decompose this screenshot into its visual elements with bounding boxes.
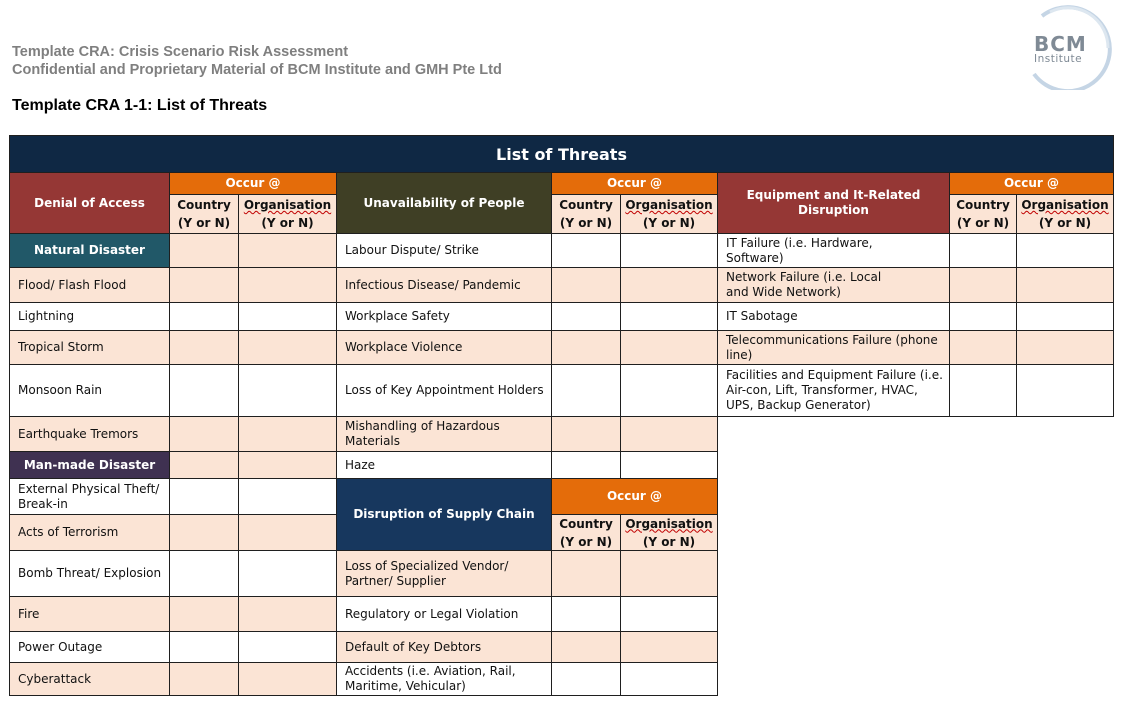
threat-equipment-1-country-cell	[949, 267, 1017, 303]
threat-natural-3	[9, 364, 170, 417]
threat-equipment-3-label: Telecommunications Failure (phone line)	[726, 332, 938, 362]
threat-natural-2-organisation-cell	[238, 330, 337, 365]
threat-people-2-label: Workplace Safety	[345, 309, 450, 323]
threat-manmade-3-country-cell	[169, 596, 239, 632]
org-header-col1	[238, 194, 337, 234]
man-made-disaster-header	[9, 451, 170, 479]
country-header-col2-title: Country	[559, 198, 613, 212]
threat-manmade-2-country-cell	[169, 550, 239, 597]
threat-manmade-1-country-cell	[169, 514, 239, 551]
disruption-of-supply-chain-header-label: Disruption of Supply Chain	[353, 507, 535, 521]
equipment-it-disruption-header	[717, 172, 950, 234]
threat-people-0-country-cell	[551, 233, 621, 268]
threat-people-1-label: Infectious Disease/ Pandemic	[345, 277, 521, 292]
threat-manmade-4-country-cell	[169, 631, 239, 663]
threat-people-6-country-cell	[551, 451, 621, 479]
org-header-col1-yn: (Y or N)	[261, 216, 314, 230]
threat-supply-1-country-cell	[551, 596, 621, 632]
threat-natural-0-country-cell	[169, 267, 239, 303]
threat-manmade-5	[9, 662, 170, 696]
threat-people-1-organisation-cell	[620, 267, 718, 303]
threat-people-2	[336, 302, 552, 331]
threat-natural-4-country-cell	[169, 416, 239, 452]
org-header-col2	[620, 194, 718, 234]
threat-manmade-4-organisation-cell	[238, 631, 337, 663]
threat-supply-1	[336, 596, 552, 632]
threat-people-0-organisation-cell	[620, 233, 718, 268]
threat-people-1-country-cell	[551, 267, 621, 303]
org-header-col3-title: Organisation	[1021, 198, 1109, 212]
threat-manmade-5-country-cell	[169, 662, 239, 696]
threat-natural-2	[9, 330, 170, 365]
threat-natural-1-organisation-cell	[238, 302, 337, 331]
occur-header-col2-label: Occur @	[606, 176, 663, 190]
threat-supply-3-organisation-cell	[620, 662, 718, 696]
occur-header-col1-label: Occur @	[225, 176, 281, 190]
threat-people-0-label: Labour Dispute/ Strike	[345, 243, 479, 257]
threat-equipment-0-organisation-cell	[1016, 233, 1114, 268]
occur-header-col3-label: Occur @	[1003, 176, 1060, 190]
threat-people-6-label: Haze	[345, 457, 376, 472]
threat-manmade-4	[9, 631, 170, 663]
threat-manmade-2-organisation-cell	[238, 550, 337, 597]
threat-supply-1-organisation-cell	[620, 596, 718, 632]
page-title: Template CRA 1-1: List of Threats	[12, 97, 268, 114]
table-title	[9, 135, 1114, 173]
threat-supply-2-country-cell	[551, 631, 621, 663]
threat-natural-0	[9, 267, 170, 303]
occur-header-col2	[551, 172, 718, 195]
threat-equipment-2	[717, 302, 950, 331]
threat-people-3-organisation-cell	[620, 330, 718, 365]
org-header-supply	[620, 514, 718, 551]
country-header-col3	[949, 194, 1017, 234]
denial-of-access-header	[9, 172, 170, 234]
threat-natural-4	[9, 416, 170, 452]
threat-people-5	[336, 416, 552, 452]
threat-natural-3-label: Monsoon Rain	[18, 383, 103, 397]
threat-people-3-country-cell	[551, 330, 621, 365]
threat-manmade-0	[9, 478, 170, 515]
org-header-col1-title: Organisation	[243, 198, 332, 212]
threat-equipment-2-label: IT Sabotage	[726, 309, 798, 323]
equipment-it-disruption-header-label: Equipment and It-Related Disruption	[746, 188, 921, 217]
country-header-col1-title: Country	[177, 198, 231, 212]
country-header-col3-title: Country	[956, 198, 1010, 212]
threat-equipment-4-country-cell	[949, 364, 1017, 417]
country-header-supply-yn: (Y or N)	[559, 534, 613, 549]
manmade-header-country-cell	[169, 451, 239, 479]
org-header-supply-title: Organisation	[625, 516, 713, 531]
threat-natural-3-country-cell	[169, 364, 239, 417]
threat-equipment-4-label: Facilities and Equipment Failure (i.e. Air-con, Lift, Transformer, HVAC, UPS, Backup Generator)	[726, 368, 943, 412]
threat-natural-2-label: Tropical Storm	[18, 340, 104, 354]
threat-natural-1	[9, 302, 170, 331]
threat-equipment-4	[717, 364, 950, 417]
threat-manmade-3-label: Fire	[18, 606, 40, 621]
threat-natural-0-organisation-cell	[238, 267, 337, 303]
table-title-label: List of Threats	[496, 144, 627, 164]
threat-people-5-label: Mishandling of Hazardous Materials	[345, 419, 500, 448]
threat-supply-0-organisation-cell	[620, 550, 718, 597]
threat-equipment-3-country-cell	[949, 330, 1017, 365]
country-header-col3-yn: (Y or N)	[956, 216, 1010, 230]
threat-equipment-1-organisation-cell	[1016, 267, 1114, 303]
threat-supply-3-country-cell	[551, 662, 621, 696]
occur-header-supply-label: Occur @	[606, 489, 663, 503]
threat-manmade-1-label: Acts of Terrorism	[18, 525, 119, 539]
threat-equipment-1	[717, 267, 950, 303]
threat-people-6-organisation-cell	[620, 451, 718, 479]
threat-people-4-country-cell	[551, 364, 621, 417]
threat-people-4-organisation-cell	[620, 364, 718, 417]
document-header-line1: Template CRA: Crisis Scenario Risk Assessment	[12, 44, 349, 60]
natural-header-organisation-cell	[238, 233, 337, 268]
threat-supply-3-label: Accidents (i.e. Aviation, Rail, Maritime, Vehicular)	[345, 664, 516, 693]
disruption-of-supply-chain-header	[336, 478, 552, 551]
country-header-supply	[551, 514, 621, 551]
threat-equipment-2-organisation-cell	[1016, 302, 1114, 331]
threat-manmade-1	[9, 514, 170, 551]
threat-manmade-3	[9, 596, 170, 632]
natural-disaster-header-label: Natural Disaster	[34, 243, 145, 257]
threat-natural-1-label: Lightning	[18, 309, 75, 323]
threat-supply-0-country-cell	[551, 550, 621, 597]
threat-people-5-organisation-cell	[620, 416, 718, 452]
denial-of-access-header-label: Denial of Access	[34, 195, 145, 210]
unavailability-of-people-header	[336, 172, 552, 234]
country-header-col1	[169, 194, 239, 234]
man-made-disaster-header-label: Man-made Disaster	[23, 457, 156, 472]
org-header-col3-yn: (Y or N)	[1038, 216, 1092, 230]
document-header-line2: Confidential and Proprietary Material of BCM Institute and GMH Pte Ltd	[12, 62, 502, 78]
logo-text: BCM	[1034, 32, 1087, 56]
threat-equipment-0-country-cell	[949, 233, 1017, 268]
occur-header-col3	[949, 172, 1114, 195]
threat-people-6	[336, 451, 552, 479]
threat-manmade-0-label: External Physical Theft/ Break-in	[18, 481, 160, 511]
threat-supply-0	[336, 550, 552, 597]
threat-manmade-2-label: Bomb Threat/ Explosion	[18, 566, 162, 580]
threat-supply-3	[336, 662, 552, 696]
threat-natural-4-label: Earthquake Tremors	[18, 426, 139, 441]
threat-natural-1-country-cell	[169, 302, 239, 331]
threat-people-5-country-cell	[551, 416, 621, 452]
org-header-col3	[1016, 194, 1114, 234]
natural-header-country-cell	[169, 233, 239, 268]
threat-equipment-3-organisation-cell	[1016, 330, 1114, 365]
threat-equipment-0-label: IT Failure (i.e. Hardware, Software)	[726, 235, 873, 265]
threat-supply-1-label: Regulatory or Legal Violation	[345, 606, 519, 621]
threat-manmade-1-organisation-cell	[238, 514, 337, 551]
threat-equipment-0	[717, 233, 950, 268]
threat-people-2-country-cell	[551, 302, 621, 331]
threat-natural-4-organisation-cell	[238, 416, 337, 452]
occur-header-supply	[551, 478, 718, 515]
threat-people-4	[336, 364, 552, 417]
threat-people-1	[336, 267, 552, 303]
logo-subtext: Institute	[1034, 53, 1083, 65]
unavailability-of-people-header-label: Unavailability of People	[363, 195, 525, 210]
org-header-col2-title: Organisation	[625, 198, 713, 212]
natural-disaster-header	[9, 233, 170, 268]
manmade-header-organisation-cell	[238, 451, 337, 479]
threat-natural-0-label: Flood/ Flash Flood	[18, 277, 127, 292]
country-header-col2-yn: (Y or N)	[559, 216, 613, 230]
country-header-supply-title: Country	[559, 516, 613, 531]
threat-manmade-3-organisation-cell	[238, 596, 337, 632]
threat-manmade-0-country-cell	[169, 478, 239, 515]
threat-manmade-0-organisation-cell	[238, 478, 337, 515]
org-header-supply-yn: (Y or N)	[642, 534, 696, 549]
threat-supply-0-label: Loss of Specialized Vendor/ Partner/ Supplier	[345, 558, 509, 588]
threat-people-3-label: Workplace Violence	[345, 340, 463, 354]
threat-equipment-2-country-cell	[949, 302, 1017, 331]
occur-header-col1	[169, 172, 337, 195]
country-header-col2	[551, 194, 621, 234]
org-header-col2-yn: (Y or N)	[642, 216, 696, 230]
threat-people-4-label: Loss of Key Appointment Holders	[345, 383, 544, 397]
country-header-col1-yn: (Y or N)	[177, 216, 231, 230]
threat-manmade-5-organisation-cell	[238, 662, 337, 696]
threat-natural-3-organisation-cell	[238, 364, 337, 417]
threat-people-2-organisation-cell	[620, 302, 718, 331]
threat-supply-2	[336, 631, 552, 663]
threat-equipment-1-label: Network Failure (i.e. Local and Wide Network)	[726, 270, 882, 299]
threat-equipment-4-organisation-cell	[1016, 364, 1114, 417]
threat-supply-2-label: Default of Key Debtors	[345, 639, 482, 654]
threat-natural-2-country-cell	[169, 330, 239, 365]
threat-manmade-5-label: Cyberattack	[18, 671, 92, 686]
threat-supply-2-organisation-cell	[620, 631, 718, 663]
threat-manmade-2	[9, 550, 170, 597]
threat-equipment-3	[717, 330, 950, 365]
threat-people-3	[336, 330, 552, 365]
threat-people-0	[336, 233, 552, 268]
threat-manmade-4-label: Power Outage	[18, 639, 103, 654]
